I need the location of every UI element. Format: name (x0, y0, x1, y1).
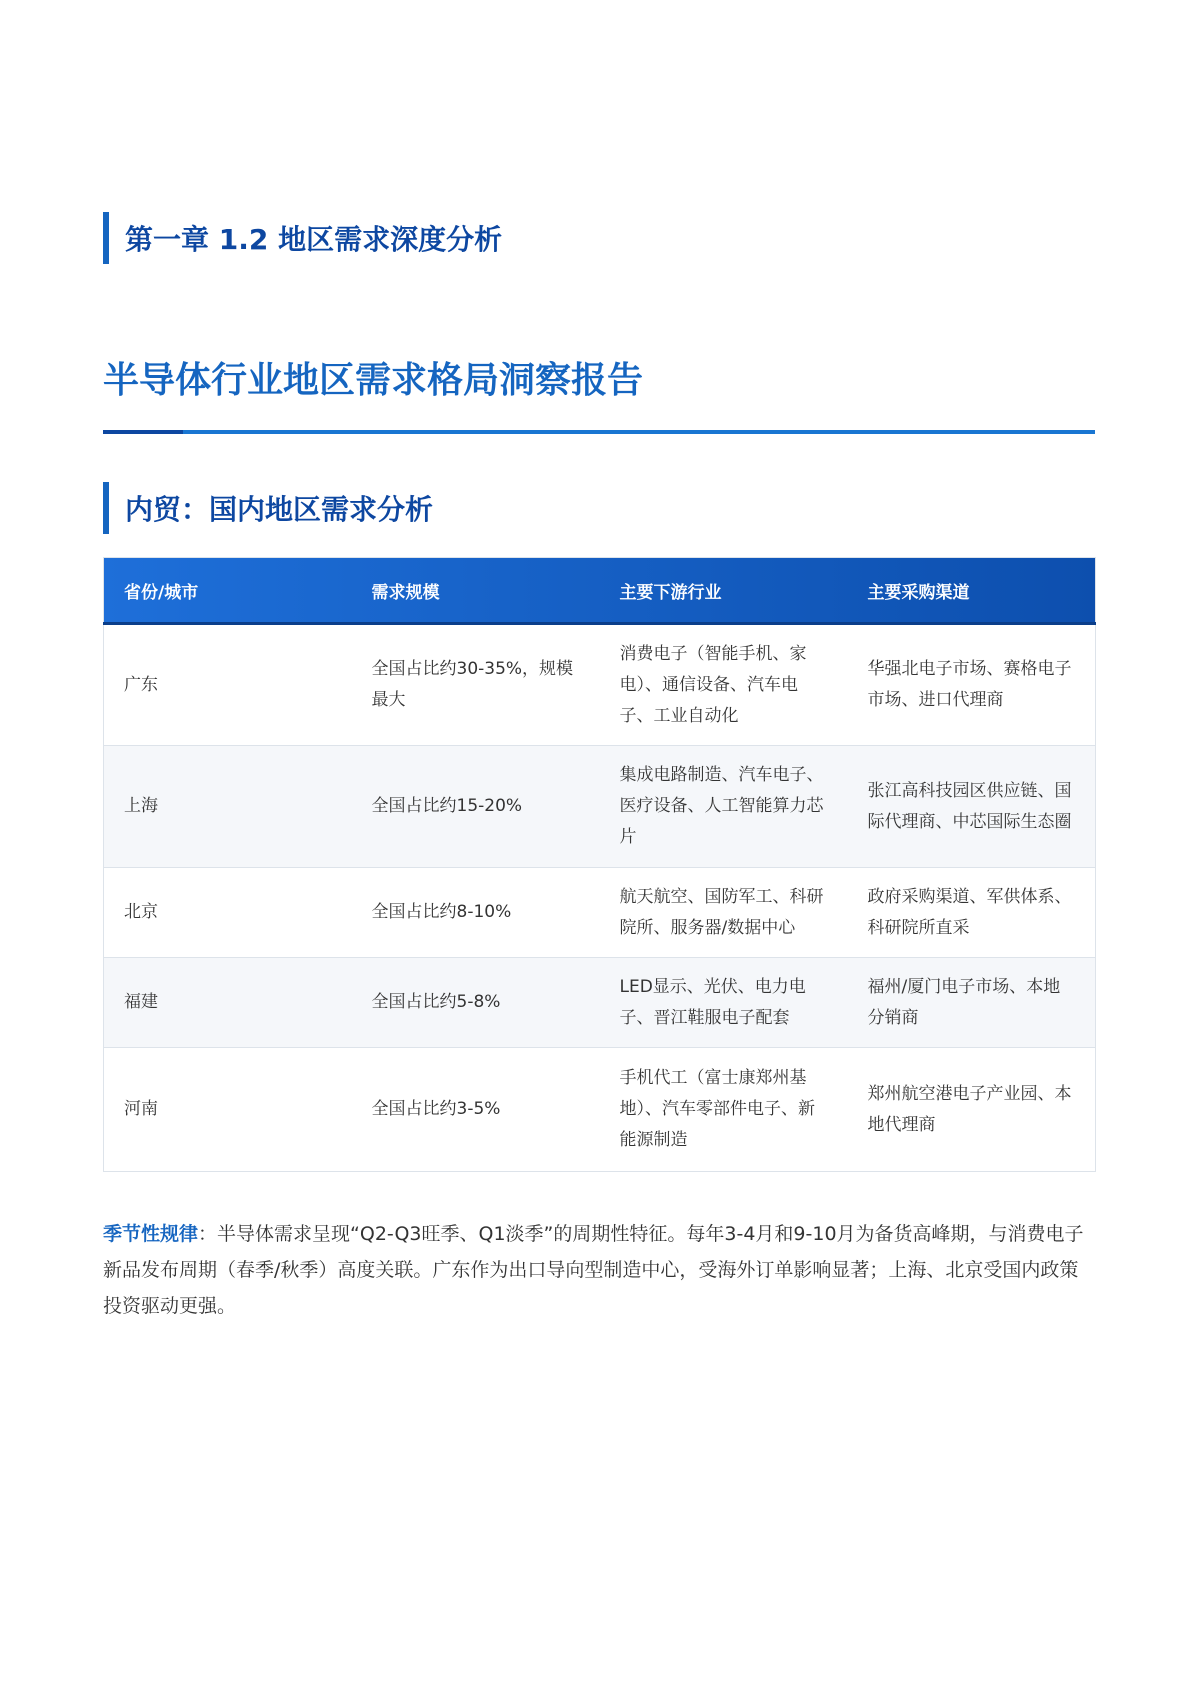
procurement-channels-cell: 郑州航空港电子产业园、本地代理商 (848, 1048, 1096, 1172)
column-header-demand-scale: 需求规模 (352, 558, 600, 624)
demand-scale-cell: 全国占比约3-5% (352, 1048, 600, 1172)
downstream-industries-cell: 航天航空、国防军工、科研院所、服务器/数据中心 (600, 868, 848, 958)
procurement-channels-cell: 华强北电子市场、赛格电子市场、进口代理商 (848, 624, 1096, 746)
note-label-colon: ： (198, 1223, 218, 1245)
regional-demand-table (103, 557, 1096, 1172)
downstream-industries-cell: 集成电路制造、汽车电子、医疗设备、人工智能算力芯片 (600, 746, 848, 868)
table-header-row (104, 558, 1096, 624)
region-cell: 福建 (104, 958, 352, 1048)
table-row (104, 624, 1096, 746)
note-label: 季节性规律 (103, 1223, 199, 1245)
region-cell: 河南 (104, 1048, 352, 1172)
procurement-channels-cell: 张江高科技园区供应链、国际代理商、中芯国际生态圈 (848, 746, 1096, 868)
region-cell: 北京 (104, 868, 352, 958)
demand-scale-cell: 全国占比约15-20% (352, 746, 600, 868)
page-title: 半导体行业地区需求格局洞察报告 (103, 360, 644, 401)
column-header-downstream-industries: 主要下游行业 (600, 558, 848, 624)
demand-scale-cell: 全国占比约5-8% (352, 958, 600, 1048)
seasonality-note (103, 1216, 1095, 1324)
demand-scale-cell: 全国占比约8-10% (352, 868, 600, 958)
demand-scale-cell: 全国占比约30-35%，规模最大 (352, 624, 600, 746)
note-text: 半导体需求呈现“Q2-Q3旺季、Q1淡季”的周期性特征。每年3-4月和9-10月为备货高峰期，与消费电子新品发布周期（春季/秋季）高度关联。广东作为出口导向型制造中心，受海外订单影响显著；上海、北京受国内政策投资驱动更强。 (103, 1223, 1084, 1317)
procurement-channels-cell: 政府采购渠道、军供体系、科研院所直采 (848, 868, 1096, 958)
title-divider (103, 430, 1095, 434)
procurement-channels-cell: 福州/厦门电子市场、本地分销商 (848, 958, 1096, 1048)
table-row (104, 1048, 1096, 1172)
chapter-heading: 第一章 1.2 地区需求深度分析 (103, 212, 502, 264)
region-cell: 上海 (104, 746, 352, 868)
downstream-industries-cell: 手机代工（富士康郑州基地）、汽车零部件电子、新能源制造 (600, 1048, 848, 1172)
table-row (104, 868, 1096, 958)
section-heading: 内贸：国内地区需求分析 (103, 482, 433, 534)
column-header-procurement-channels: 主要采购渠道 (848, 558, 1096, 624)
downstream-industries-cell: 消费电子（智能手机、家电）、通信设备、汽车电子、工业自动化 (600, 624, 848, 746)
downstream-industries-cell: LED显示、光伏、电力电子、晋江鞋服电子配套 (600, 958, 848, 1048)
column-header-region: 省份/城市 (104, 558, 352, 624)
region-cell: 广东 (104, 624, 352, 746)
table-row (104, 958, 1096, 1048)
table-row (104, 746, 1096, 868)
